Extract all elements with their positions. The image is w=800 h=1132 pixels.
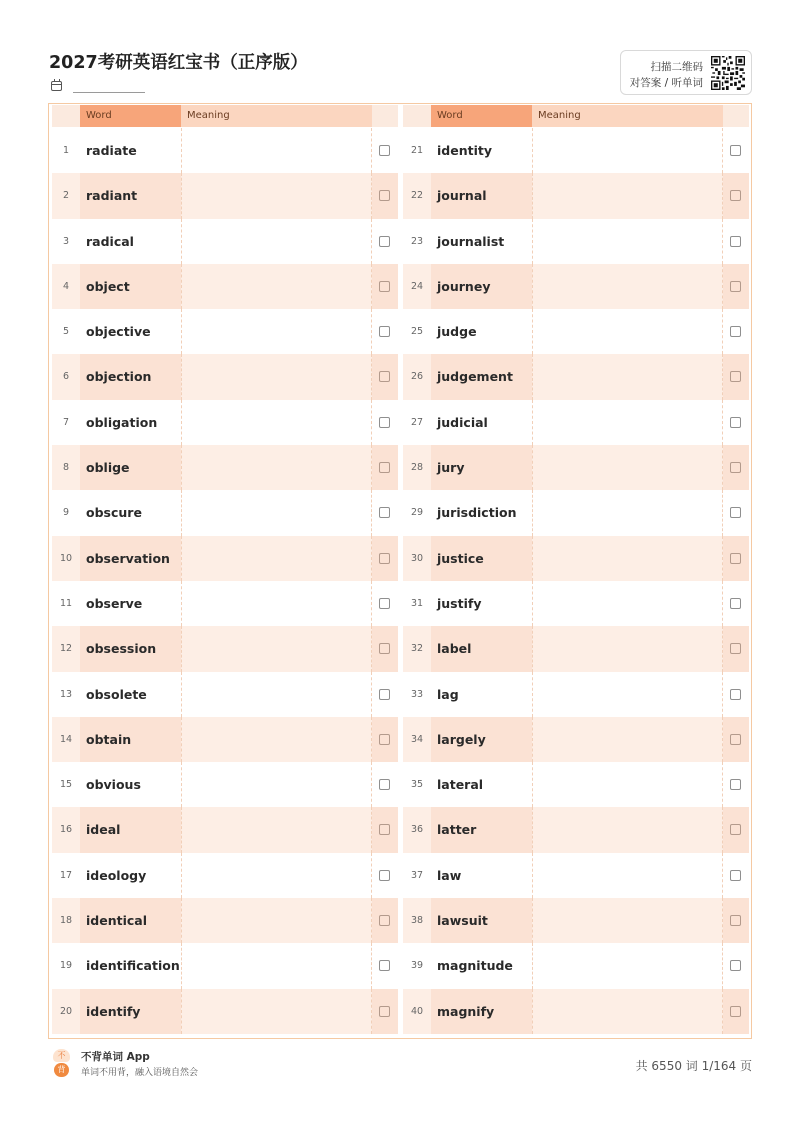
checkbox-icon[interactable] <box>379 417 390 428</box>
date-underline <box>73 92 145 93</box>
table-row <box>403 309 749 354</box>
row-number: 14 <box>59 733 73 745</box>
row-word: judgement <box>431 354 532 399</box>
checkbox-icon[interactable] <box>730 145 741 156</box>
meaning-cell[interactable] <box>181 626 372 671</box>
table-row <box>403 717 749 762</box>
row-word: judge <box>437 324 477 340</box>
meaning-cell[interactable] <box>532 943 723 988</box>
table-row <box>52 445 398 490</box>
table-row <box>52 309 398 354</box>
row-word: ideology <box>86 867 147 883</box>
row-number: 17 <box>59 869 73 881</box>
header-number-cell <box>52 105 80 127</box>
table-row <box>403 989 749 1034</box>
checkbox-icon[interactable] <box>379 598 390 609</box>
table-row <box>52 400 398 445</box>
table-body <box>52 128 398 1034</box>
row-number: 20 <box>59 1005 73 1017</box>
header-number-cell <box>403 105 431 127</box>
meaning-cell[interactable] <box>532 354 723 399</box>
table-row <box>403 219 749 264</box>
table-row <box>52 989 398 1034</box>
meaning-cell[interactable] <box>532 219 723 264</box>
row-word: largely <box>431 717 532 762</box>
meaning-cell[interactable] <box>532 672 723 717</box>
word-table-right <box>403 105 749 1035</box>
checkbox-icon[interactable] <box>379 734 390 745</box>
meaning-cell[interactable] <box>181 989 372 1034</box>
table-row <box>403 853 749 898</box>
row-number: 7 <box>62 416 70 428</box>
row-word: justify <box>437 595 482 611</box>
checkbox-icon[interactable] <box>379 462 390 473</box>
row-number: 35 <box>410 779 424 791</box>
table-row <box>52 536 398 581</box>
row-word: lateral <box>437 777 484 793</box>
checkbox-icon[interactable] <box>379 960 390 971</box>
table-row <box>52 853 398 898</box>
meaning-cell[interactable] <box>532 717 723 762</box>
checkbox-icon[interactable] <box>730 870 741 881</box>
row-word: jury <box>431 445 532 490</box>
row-word: journey <box>431 264 532 309</box>
row-word: observe <box>86 595 143 611</box>
row-number: 37 <box>410 869 424 881</box>
checkbox-icon[interactable] <box>379 371 390 382</box>
meaning-cell[interactable] <box>181 898 372 943</box>
checkbox-icon[interactable] <box>730 960 741 971</box>
row-word: radiant <box>80 173 181 218</box>
table-row <box>52 626 398 671</box>
meaning-cell[interactable] <box>532 581 723 626</box>
row-number: 1 <box>62 145 70 156</box>
table-row <box>52 943 398 988</box>
row-word: radical <box>86 233 134 249</box>
row-number: 9 <box>62 507 70 519</box>
row-word: objection <box>80 354 181 399</box>
row-number: 30 <box>410 552 424 564</box>
header-word: Word <box>80 105 181 127</box>
table-row <box>403 672 749 717</box>
row-number: 2 <box>62 190 70 202</box>
row-number: 8 <box>62 462 70 474</box>
checkbox-icon[interactable] <box>730 915 741 926</box>
table-row <box>403 898 749 943</box>
page-title: 2027考研英语红宝书（正序版） <box>49 53 308 73</box>
meaning-cell[interactable] <box>181 128 372 173</box>
qr-panel[interactable] <box>620 50 752 95</box>
checkbox-icon[interactable] <box>379 553 390 564</box>
meaning-cell[interactable] <box>181 717 372 762</box>
row-number: 24 <box>410 280 424 292</box>
word-table-left <box>52 105 398 1035</box>
row-word: identify <box>80 989 181 1034</box>
row-number: 33 <box>410 688 424 700</box>
calendar-icon <box>51 81 62 91</box>
meaning-cell[interactable] <box>532 490 723 535</box>
checkbox-icon[interactable] <box>730 824 741 835</box>
table-header <box>52 105 398 127</box>
meaning-cell[interactable] <box>532 264 723 309</box>
row-word: obsession <box>80 626 181 671</box>
checkbox-icon[interactable] <box>730 371 741 382</box>
row-word: radiate <box>86 143 137 158</box>
meaning-cell[interactable] <box>181 173 372 218</box>
checkbox-icon[interactable] <box>730 598 741 609</box>
checkbox-icon[interactable] <box>730 417 741 428</box>
row-number: 32 <box>410 643 424 655</box>
row-word: judicial <box>437 414 488 430</box>
row-number: 11 <box>59 597 73 609</box>
row-number: 22 <box>410 190 424 202</box>
table-row <box>403 490 749 535</box>
checkbox-icon[interactable] <box>730 643 741 654</box>
table-row <box>52 490 398 535</box>
row-word: identification <box>86 958 180 974</box>
checkbox-icon[interactable] <box>730 236 741 247</box>
row-word: magnify <box>431 989 532 1034</box>
row-word: journalist <box>437 233 505 249</box>
row-word: magnitude <box>437 958 513 974</box>
row-number: 29 <box>410 507 424 519</box>
row-word: jurisdiction <box>437 505 517 521</box>
qr-line-2: 对答案 / 听单词 <box>629 77 703 89</box>
row-word: obscure <box>86 505 142 521</box>
table-row <box>52 717 398 762</box>
meaning-cell[interactable] <box>532 309 723 354</box>
row-number: 27 <box>410 416 424 428</box>
meaning-cell[interactable] <box>181 943 372 988</box>
table-body <box>403 128 749 1034</box>
checkbox-icon[interactable] <box>379 281 390 292</box>
row-word: object <box>80 264 181 309</box>
meaning-cell[interactable] <box>181 490 372 535</box>
qr-code-icon[interactable] <box>711 56 745 90</box>
row-number: 19 <box>59 960 73 972</box>
table-row <box>403 807 749 852</box>
checkbox-icon[interactable] <box>379 190 390 201</box>
page-info: 共 6550 词 1/164 页 <box>635 1059 752 1073</box>
meaning-cell[interactable] <box>181 807 372 852</box>
row-number: 15 <box>59 779 73 791</box>
row-number: 36 <box>410 824 424 836</box>
row-number: 21 <box>410 145 424 156</box>
row-number: 23 <box>410 235 424 247</box>
meaning-cell[interactable] <box>181 762 372 807</box>
checkbox-icon[interactable] <box>379 689 390 700</box>
meaning-cell[interactable] <box>181 536 372 581</box>
row-word: obligation <box>86 414 158 430</box>
checkbox-icon[interactable] <box>379 145 390 156</box>
checkbox-icon[interactable] <box>379 326 390 337</box>
table-row <box>52 581 398 626</box>
row-number: 25 <box>410 326 424 338</box>
meaning-cell[interactable] <box>532 445 723 490</box>
checkbox-icon[interactable] <box>379 870 390 881</box>
date-field[interactable] <box>51 80 151 94</box>
meaning-cell[interactable] <box>532 626 723 671</box>
row-word: obsolete <box>86 686 147 702</box>
meaning-cell[interactable] <box>532 898 723 943</box>
header-meaning: Meaning <box>181 105 372 127</box>
row-word: obvious <box>86 777 141 793</box>
row-word: ideal <box>80 807 181 852</box>
table-row <box>403 173 749 218</box>
meaning-cell[interactable] <box>181 853 372 898</box>
row-word: law <box>437 867 462 883</box>
checkbox-icon[interactable] <box>379 1006 390 1017</box>
app-name: 不背单词 App <box>81 1051 150 1063</box>
table-row <box>52 128 398 173</box>
row-word: justice <box>431 536 532 581</box>
meaning-cell[interactable] <box>181 581 372 626</box>
header-meaning: Meaning <box>532 105 723 127</box>
table-row <box>52 173 398 218</box>
row-word: oblige <box>80 445 181 490</box>
row-word: label <box>431 626 532 671</box>
row-word: lawsuit <box>431 898 532 943</box>
table-row <box>52 672 398 717</box>
checkbox-icon[interactable] <box>730 734 741 745</box>
checkbox-icon[interactable] <box>379 643 390 654</box>
checkbox-icon[interactable] <box>730 689 741 700</box>
row-word: observation <box>80 536 181 581</box>
table-row <box>52 762 398 807</box>
app-slogan: 单词不用背，融入语境自然会 <box>81 1068 199 1078</box>
checkbox-icon[interactable] <box>379 779 390 790</box>
checkbox-icon[interactable] <box>379 824 390 835</box>
meaning-cell[interactable] <box>181 354 372 399</box>
row-number: 5 <box>62 326 70 338</box>
checkbox-icon[interactable] <box>730 1006 741 1017</box>
row-number: 38 <box>410 915 424 927</box>
meaning-cell[interactable] <box>181 672 372 717</box>
header-word: Word <box>431 105 532 127</box>
row-word: objective <box>86 324 151 340</box>
meaning-cell[interactable] <box>532 173 723 218</box>
table-row <box>52 807 398 852</box>
row-number: 40 <box>410 1005 424 1017</box>
table-row <box>403 400 749 445</box>
meaning-cell[interactable] <box>532 536 723 581</box>
qr-caption <box>630 59 703 91</box>
table-row <box>403 943 749 988</box>
logo-top: 不 <box>53 1049 70 1062</box>
checkbox-icon[interactable] <box>379 915 390 926</box>
meaning-cell[interactable] <box>532 128 723 173</box>
table-row <box>403 128 749 173</box>
meaning-cell[interactable] <box>532 807 723 852</box>
table-row <box>403 354 749 399</box>
logo-bottom: 背 <box>54 1063 69 1077</box>
table-row <box>403 581 749 626</box>
row-number: 39 <box>410 960 424 972</box>
table-row <box>52 219 398 264</box>
table-row <box>403 264 749 309</box>
checkbox-icon[interactable] <box>730 462 741 473</box>
table-row <box>403 536 749 581</box>
row-word: lag <box>437 686 459 702</box>
checkbox-icon[interactable] <box>379 236 390 247</box>
row-number: 18 <box>59 915 73 927</box>
meaning-cell[interactable] <box>532 762 723 807</box>
table-row <box>403 626 749 671</box>
table-header <box>403 105 749 127</box>
table-row <box>403 445 749 490</box>
header-check-cell <box>372 105 398 127</box>
header-check-cell <box>723 105 749 127</box>
table-row <box>52 264 398 309</box>
meaning-cell[interactable] <box>181 445 372 490</box>
row-word: obtain <box>80 717 181 762</box>
row-number: 26 <box>410 371 424 383</box>
row-number: 3 <box>62 235 70 247</box>
checkbox-icon[interactable] <box>730 326 741 337</box>
row-word: journal <box>431 173 532 218</box>
row-number: 34 <box>410 733 424 745</box>
row-word: identity <box>437 143 492 158</box>
checkbox-icon[interactable] <box>379 507 390 518</box>
row-number: 13 <box>59 688 73 700</box>
checkbox-icon[interactable] <box>730 507 741 518</box>
row-number: 12 <box>59 643 73 655</box>
app-logo <box>53 1049 71 1077</box>
checkbox-icon[interactable] <box>730 779 741 790</box>
meaning-cell[interactable] <box>181 400 372 445</box>
table-row <box>52 354 398 399</box>
table-row <box>403 762 749 807</box>
row-number: 4 <box>62 280 70 292</box>
row-word: latter <box>431 807 532 852</box>
meaning-cell[interactable] <box>181 309 372 354</box>
checkbox-icon[interactable] <box>730 281 741 292</box>
row-word: identical <box>80 898 181 943</box>
checkbox-icon[interactable] <box>730 190 741 201</box>
checkbox-icon[interactable] <box>730 553 741 564</box>
meaning-cell[interactable] <box>181 264 372 309</box>
meaning-cell[interactable] <box>532 400 723 445</box>
row-number: 10 <box>59 552 73 564</box>
row-number: 28 <box>410 462 424 474</box>
meaning-cell[interactable] <box>181 219 372 264</box>
row-number: 6 <box>62 371 70 383</box>
qr-line-1: 扫描二维码 <box>650 61 703 73</box>
row-number: 31 <box>410 597 424 609</box>
meaning-cell[interactable] <box>532 853 723 898</box>
row-number: 16 <box>59 824 73 836</box>
table-row <box>52 898 398 943</box>
meaning-cell[interactable] <box>532 989 723 1034</box>
